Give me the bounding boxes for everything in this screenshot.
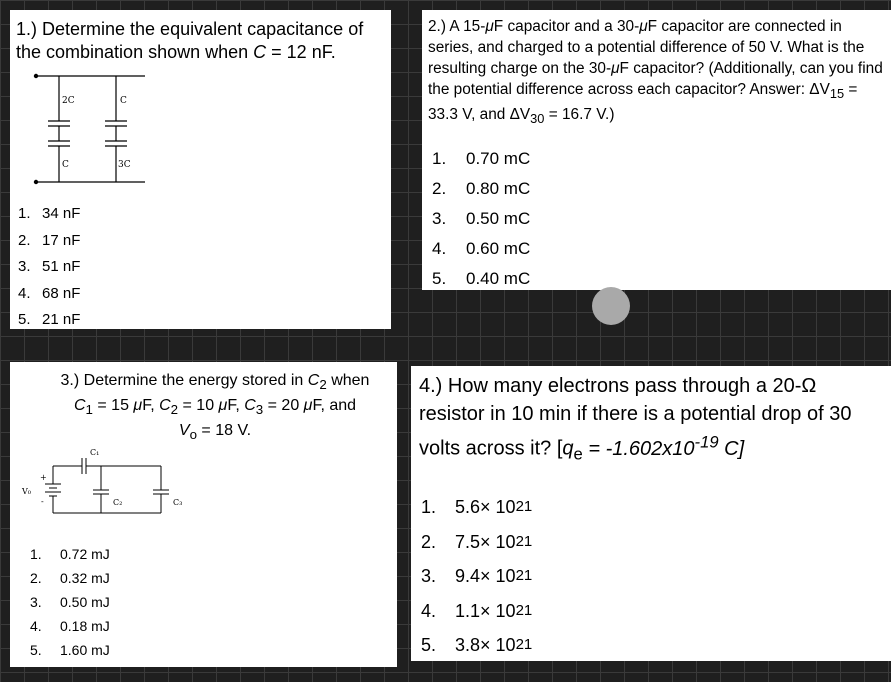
answer-option[interactable]: 1. 0.72 mJ (30, 546, 110, 562)
answer-options-4 (421, 490, 532, 663)
diagram-label-c3: C₃ (173, 498, 183, 507)
answer-option[interactable]: 4. 68 nF (18, 284, 81, 302)
diagram-label-c1: C₁ (90, 448, 100, 457)
question-3-card (10, 362, 397, 667)
answer-option[interactable]: 2. 7.5 × 10 21 (421, 531, 533, 552)
answer-option[interactable]: 3. 51 nF (18, 258, 81, 275)
answer-option[interactable]: 4. 0.60 mC (432, 239, 531, 258)
answer-option[interactable]: 5. 0.40 mC (432, 269, 531, 288)
answer-option[interactable]: 2. 0.32 mJ (30, 570, 110, 586)
cursor-indicator (592, 287, 630, 325)
question-3-text: 3.) Determine the energy stored in $C_2$ when $C_1 = 15$ μF, $C_2 = 10$ μF, $C_3 = 20$ μF, and $V_o = 18$ V. (60, 372, 370, 443)
answer-option[interactable]: 3. 9.4 × 10 21 (421, 566, 533, 586)
answer-option[interactable]: 4. 1.1 × 10 21 (421, 600, 533, 621)
diagram-label-c-bottom: C (62, 160, 69, 170)
question-4-card (411, 366, 891, 661)
diagram-label-c-top: C (120, 96, 127, 106)
answer-option[interactable]: 1. 34 nF (18, 205, 81, 222)
question-4-text: 4.) How many electrons pass through a 20-Ω resistor in 10 min if there is a potential drop of 30 volts across it? [$q_e = -1.602x10^{-19}$ C] (419, 375, 852, 464)
answer-option[interactable]: 3. 0.50 mC (432, 209, 531, 228)
diagram-label-c2: C₂ (113, 498, 123, 507)
diagram-label-3c: 3C (118, 160, 131, 170)
question-1-card (10, 10, 391, 329)
answer-option[interactable]: 5. 1.60 mJ (30, 642, 110, 658)
question-2-card (422, 10, 891, 290)
diagram-label-minus: - (41, 497, 44, 506)
answer-option[interactable]: 5. 3.8 × 10 21 (421, 635, 533, 655)
answer-option[interactable]: 4. 0.18 mJ (30, 618, 110, 634)
answer-options-1 (18, 201, 80, 334)
diagram-label-plus: + (40, 473, 47, 482)
answer-option[interactable]: 2. 17 nF (18, 231, 81, 249)
answer-option[interactable]: 1. 0.70 mC (432, 149, 531, 168)
answer-options-2 (432, 144, 530, 294)
diagram-label-2c: 2C (62, 96, 75, 106)
answer-option[interactable]: 1. 5.6 × 10 21 (421, 497, 533, 517)
answer-option[interactable]: 3. 0.50 mJ (30, 594, 110, 610)
answer-option[interactable]: 5. 21 nF (18, 311, 81, 328)
diagram-label-v0: V₀ (22, 487, 31, 496)
question-2-text: 2.) A 15-μF capacitor and a 30-μF capacitor are connected in series, and charged to a potential difference of 50 V. What is the resulting charge on the 30-μF capacitor? (Additionally, can you find the potential difference across each capacitor? Answer: $\Delta V_{15} = 33.3$ V, and $\Delta V_{30} = 16.7$ V.) (428, 18, 883, 127)
answer-options-3 (30, 542, 110, 662)
answer-option[interactable]: 2. 0.80 mC (432, 179, 531, 198)
question-1-text: 1.) Determine the equivalent capacitance of the combination shown when C = 12 nF. (16, 19, 364, 62)
